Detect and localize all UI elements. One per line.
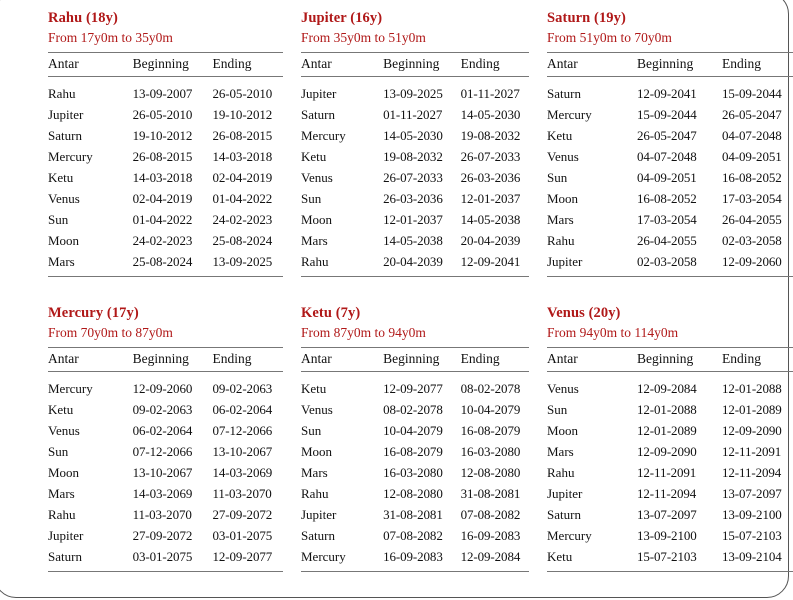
ending-date-cell: 12-09-2090 <box>722 423 782 438</box>
ending-date-cell: 19-10-2012 <box>212 107 273 122</box>
dasha-range: From 70y0m to 87y0m <box>48 325 173 340</box>
table-row <box>301 210 529 231</box>
table-row <box>547 505 793 526</box>
table-header-row <box>48 53 283 77</box>
antar-lord-cell: Mars <box>301 465 328 480</box>
antardasha-table <box>301 347 529 572</box>
column-header-beginning: Beginning <box>133 348 213 372</box>
beginning-date-cell: 12-01-2089 <box>637 423 697 438</box>
beginning-date-cell: 11-03-2070 <box>132 507 192 522</box>
ending-date-cell: 12-11-2094 <box>722 465 782 480</box>
column-header-beginning: Beginning <box>637 348 722 372</box>
ending-date-cell: 12-09-2041 <box>461 252 529 277</box>
dasha-range: From 51y0m to 70y0m <box>547 30 672 45</box>
table-row <box>547 400 793 421</box>
antardasha-table <box>547 52 793 277</box>
table-row <box>48 526 283 547</box>
antar-lord-cell: Venus <box>547 149 579 164</box>
table-row <box>48 547 283 572</box>
ending-date-cell: 12-01-2088 <box>722 381 782 396</box>
table-row <box>48 105 283 126</box>
beginning-date-cell: 02-03-2058 <box>637 252 722 277</box>
beginning-date-cell: 13-09-2007 <box>132 86 193 101</box>
column-header-antar: Antar <box>547 53 637 77</box>
beginning-date-cell: 14-03-2069 <box>132 486 193 501</box>
antar-lord-cell: Moon <box>547 191 579 206</box>
ending-date-cell: 14-05-2038 <box>460 212 521 227</box>
dasha-title: Saturn (19y) <box>547 10 626 26</box>
table-row <box>301 105 529 126</box>
beginning-date-cell: 26-03-2036 <box>383 191 443 206</box>
column-header-ending: Ending <box>722 53 793 77</box>
beginning-date-cell: 12-11-2094 <box>637 486 697 501</box>
antar-lord-cell: Mercury <box>301 547 383 572</box>
beginning-date-cell: 10-04-2079 <box>383 423 443 438</box>
ending-date-cell: 26-07-2033 <box>460 149 521 164</box>
ending-date-cell: 13-09-2104 <box>722 547 793 572</box>
table-row <box>301 526 529 547</box>
beginning-date-cell: 26-05-2047 <box>637 128 697 143</box>
antar-lord-cell: Jupiter <box>547 486 583 501</box>
table-row <box>48 210 283 231</box>
beginning-date-cell: 12-09-2090 <box>637 444 697 459</box>
beginning-date-cell: 12-08-2080 <box>383 486 443 501</box>
dasha-block <box>547 10 793 305</box>
table-row <box>547 252 793 277</box>
beginning-date-cell: 26-04-2055 <box>637 233 697 248</box>
table-row <box>48 147 283 168</box>
column-header-ending: Ending <box>461 348 529 372</box>
antar-lord-cell: Venus <box>547 381 579 396</box>
ending-date-cell: 14-03-2069 <box>212 465 273 480</box>
table-row <box>301 463 529 484</box>
ending-date-cell: 03-01-2075 <box>212 528 273 543</box>
table-row <box>547 189 793 210</box>
ending-date-cell: 26-05-2047 <box>722 107 782 122</box>
table-row <box>547 126 793 147</box>
beginning-date-cell: 12-01-2037 <box>383 212 443 227</box>
table-row <box>547 231 793 252</box>
column-header-antar: Antar <box>301 53 383 77</box>
ending-date-cell: 15-09-2044 <box>722 86 782 101</box>
ending-date-cell: 26-05-2010 <box>212 86 273 101</box>
ending-date-cell: 02-03-2058 <box>722 233 782 248</box>
beginning-date-cell: 19-10-2012 <box>132 128 193 143</box>
table-row <box>301 231 529 252</box>
ending-date-cell: 13-09-2100 <box>722 507 782 522</box>
ending-date-cell: 31-08-2081 <box>460 486 521 501</box>
ending-date-cell: 25-08-2024 <box>212 233 273 248</box>
table-row <box>547 421 793 442</box>
ending-date-cell: 14-03-2018 <box>212 149 273 164</box>
table-row <box>301 484 529 505</box>
ending-date-cell: 13-07-2097 <box>722 486 782 501</box>
ending-date-cell: 15-07-2103 <box>722 528 782 543</box>
beginning-date-cell: 13-10-2067 <box>132 465 193 480</box>
antardasha-table <box>48 52 283 277</box>
table-header-row <box>547 53 793 77</box>
table-row <box>547 105 793 126</box>
antar-lord-cell: Moon <box>547 423 579 438</box>
column-header-antar: Antar <box>301 348 383 372</box>
ending-date-cell: 12-09-2060 <box>722 252 793 277</box>
antar-lord-cell: Saturn <box>301 107 335 122</box>
antar-lord-cell: Rahu <box>301 252 383 277</box>
antar-lord-cell: Rahu <box>48 86 76 101</box>
ending-date-cell: 13-10-2067 <box>212 444 273 459</box>
beginning-date-cell: 26-05-2010 <box>132 107 193 122</box>
antar-lord-cell: Mars <box>48 252 133 277</box>
ending-date-cell: 09-02-2063 <box>212 381 273 396</box>
table-row <box>301 421 529 442</box>
ending-date-cell: 12-11-2091 <box>722 444 782 459</box>
beginning-date-cell: 13-07-2097 <box>637 507 697 522</box>
table-row <box>48 189 283 210</box>
beginning-date-cell: 24-02-2023 <box>132 233 193 248</box>
table-row <box>48 126 283 147</box>
beginning-date-cell: 12-09-2060 <box>132 381 193 396</box>
column-header-beginning: Beginning <box>383 53 461 77</box>
antar-lord-cell: Venus <box>48 191 80 206</box>
antardasha-table <box>301 52 529 277</box>
table-header-row <box>301 348 529 372</box>
beginning-date-cell: 02-04-2019 <box>132 191 193 206</box>
antar-lord-cell: Jupiter <box>301 86 337 101</box>
beginning-date-cell: 16-03-2080 <box>383 465 443 480</box>
dasha-title: Rahu (18y) <box>48 10 118 26</box>
table-row <box>547 77 793 105</box>
beginning-date-cell: 31-08-2081 <box>383 507 443 522</box>
antar-lord-cell: Mercury <box>48 149 93 164</box>
beginning-date-cell: 01-04-2022 <box>132 212 193 227</box>
antar-lord-cell: Sun <box>48 444 69 459</box>
dasha-range: From 35y0m to 51y0m <box>301 30 426 45</box>
beginning-date-cell: 12-01-2088 <box>637 402 697 417</box>
antar-lord-cell: Ketu <box>301 381 327 396</box>
table-row <box>547 168 793 189</box>
antar-lord-cell: Moon <box>48 465 80 480</box>
table-row <box>547 526 793 547</box>
ending-date-cell: 02-04-2019 <box>212 170 273 185</box>
antar-lord-cell: Mars <box>301 233 328 248</box>
dasha-block <box>547 305 793 600</box>
dasha-block <box>48 10 283 305</box>
table-row <box>48 252 283 277</box>
ending-date-cell: 12-09-2084 <box>461 547 529 572</box>
dasha-range: From 87y0m to 94y0m <box>301 325 426 340</box>
antar-lord-cell: Moon <box>301 212 333 227</box>
antar-lord-cell: Moon <box>301 444 333 459</box>
antar-lord-cell: Saturn <box>301 528 335 543</box>
beginning-date-cell: 01-11-2027 <box>383 107 443 122</box>
beginning-date-cell: 12-09-2084 <box>637 381 697 396</box>
ending-date-cell: 07-08-2082 <box>460 507 521 522</box>
dasha-block <box>48 305 283 600</box>
ending-date-cell: 16-03-2080 <box>460 444 521 459</box>
antar-lord-cell: Jupiter <box>301 507 337 522</box>
antar-lord-cell: Sun <box>547 170 568 185</box>
table-row <box>48 77 283 105</box>
ending-date-cell: 24-02-2023 <box>212 212 273 227</box>
ending-date-cell: 04-07-2048 <box>722 128 782 143</box>
ending-date-cell: 26-03-2036 <box>460 170 521 185</box>
antar-lord-cell: Rahu <box>48 507 76 522</box>
table-row <box>547 484 793 505</box>
ending-date-cell: 17-03-2054 <box>722 191 782 206</box>
dasha-block <box>301 305 529 600</box>
beginning-date-cell: 17-03-2054 <box>637 212 697 227</box>
ending-date-cell: 16-09-2083 <box>460 528 521 543</box>
dasha-range: From 17y0m to 35y0m <box>48 30 173 45</box>
column-header-ending: Ending <box>212 53 283 77</box>
beginning-date-cell: 16-08-2052 <box>637 191 697 206</box>
table-row <box>301 252 529 277</box>
antar-lord-cell: Jupiter <box>48 528 84 543</box>
ending-date-cell: 12-09-2077 <box>212 547 283 572</box>
beginning-date-cell: 06-02-2064 <box>132 423 193 438</box>
antar-lord-cell: Rahu <box>301 486 329 501</box>
antar-lord-cell: Rahu <box>547 233 575 248</box>
ending-date-cell: 01-11-2027 <box>460 86 520 101</box>
ending-date-cell: 07-12-2066 <box>212 423 273 438</box>
antar-lord-cell: Jupiter <box>547 252 637 277</box>
dasha-title: Venus (20y) <box>547 305 621 321</box>
column-header-ending: Ending <box>722 348 793 372</box>
beginning-date-cell: 19-08-2032 <box>383 149 443 164</box>
antardasha-table <box>48 347 283 572</box>
column-header-antar: Antar <box>48 53 133 77</box>
ending-date-cell: 20-04-2039 <box>460 233 521 248</box>
antar-lord-cell: Ketu <box>48 402 74 417</box>
antar-lord-cell: Saturn <box>547 507 581 522</box>
table-row <box>48 505 283 526</box>
dasha-title: Mercury (17y) <box>48 305 139 321</box>
beginning-date-cell: 26-08-2015 <box>132 149 193 164</box>
antar-lord-cell: Venus <box>301 402 333 417</box>
ending-date-cell: 08-02-2078 <box>460 381 521 396</box>
column-header-beginning: Beginning <box>383 348 461 372</box>
ending-date-cell: 26-08-2015 <box>212 128 273 143</box>
antar-lord-cell: Sun <box>547 402 568 417</box>
beginning-date-cell: 04-09-2051 <box>637 170 697 185</box>
ending-date-cell: 16-08-2079 <box>460 423 521 438</box>
table-row <box>48 484 283 505</box>
beginning-date-cell: 27-09-2072 <box>132 528 193 543</box>
table-row <box>48 400 283 421</box>
antar-lord-cell: Rahu <box>547 465 575 480</box>
ending-date-cell: 26-04-2055 <box>722 212 782 227</box>
ending-date-cell: 16-08-2052 <box>722 170 782 185</box>
table-row <box>48 168 283 189</box>
dasha-title: Jupiter (16y) <box>301 10 383 26</box>
ending-date-cell: 12-01-2089 <box>722 402 782 417</box>
beginning-date-cell: 12-09-2041 <box>637 86 697 101</box>
beginning-date-cell: 15-07-2103 <box>637 547 722 572</box>
antar-lord-cell: Sun <box>301 191 322 206</box>
table-row <box>48 442 283 463</box>
table-row <box>301 168 529 189</box>
table-row <box>547 210 793 231</box>
ending-date-cell: 12-08-2080 <box>460 465 521 480</box>
antar-lord-cell: Saturn <box>48 128 82 143</box>
table-header-row <box>48 348 283 372</box>
ending-date-cell: 06-02-2064 <box>212 402 273 417</box>
antar-lord-cell: Moon <box>48 233 80 248</box>
dasha-block <box>301 10 529 305</box>
beginning-date-cell: 15-09-2044 <box>637 107 697 122</box>
antar-lord-cell: Venus <box>301 170 333 185</box>
ending-date-cell: 04-09-2051 <box>722 149 782 164</box>
column-header-antar: Antar <box>547 348 637 372</box>
beginning-date-cell: 14-03-2018 <box>132 170 193 185</box>
table-row <box>547 147 793 168</box>
table-row <box>547 442 793 463</box>
beginning-date-cell: 07-12-2066 <box>132 444 193 459</box>
antar-lord-cell: Mercury <box>48 381 93 396</box>
antar-lord-cell: Mercury <box>547 107 592 122</box>
antar-lord-cell: Ketu <box>48 170 74 185</box>
beginning-date-cell: 16-08-2079 <box>383 444 443 459</box>
table-row <box>301 372 529 400</box>
table-row <box>301 77 529 105</box>
table-row <box>547 547 793 572</box>
table-row <box>48 421 283 442</box>
column-header-antar: Antar <box>48 348 133 372</box>
ending-date-cell: 13-09-2025 <box>212 252 283 277</box>
antar-lord-cell: Mars <box>48 486 75 501</box>
table-row <box>301 147 529 168</box>
column-header-beginning: Beginning <box>133 53 213 77</box>
antar-lord-cell: Sun <box>48 212 69 227</box>
beginning-date-cell: 04-07-2048 <box>637 149 697 164</box>
ending-date-cell: 01-04-2022 <box>212 191 273 206</box>
antar-lord-cell: Mercury <box>547 528 592 543</box>
antar-lord-cell: Saturn <box>547 86 581 101</box>
beginning-date-cell: 16-09-2083 <box>383 547 461 572</box>
table-row <box>48 231 283 252</box>
table-row <box>301 547 529 572</box>
table-row <box>301 505 529 526</box>
beginning-date-cell: 12-09-2077 <box>383 381 443 396</box>
table-header-row <box>301 53 529 77</box>
antardasha-table <box>547 347 793 572</box>
dasha-range: From 94y0m to 114y0m <box>547 325 679 340</box>
antar-lord-cell: Jupiter <box>48 107 84 122</box>
dasha-grid <box>48 0 793 600</box>
ending-date-cell: 27-09-2072 <box>212 507 273 522</box>
beginning-date-cell: 13-09-2100 <box>637 528 697 543</box>
antar-lord-cell: Mars <box>547 444 574 459</box>
beginning-date-cell: 03-01-2075 <box>133 547 213 572</box>
table-row <box>301 126 529 147</box>
table-row <box>301 189 529 210</box>
antar-lord-cell: Saturn <box>48 547 133 572</box>
beginning-date-cell: 08-02-2078 <box>383 402 443 417</box>
table-row <box>301 442 529 463</box>
table-row <box>547 372 793 400</box>
table-row <box>547 463 793 484</box>
table-header-row <box>547 348 793 372</box>
antar-lord-cell: Venus <box>48 423 80 438</box>
ending-date-cell: 19-08-2032 <box>460 128 521 143</box>
table-row <box>48 372 283 400</box>
beginning-date-cell: 09-02-2063 <box>132 402 193 417</box>
beginning-date-cell: 07-08-2082 <box>383 528 443 543</box>
beginning-date-cell: 26-07-2033 <box>383 170 443 185</box>
ending-date-cell: 12-01-2037 <box>460 191 521 206</box>
antar-lord-cell: Ketu <box>547 128 573 143</box>
antar-lord-cell: Ketu <box>547 547 637 572</box>
beginning-date-cell: 14-05-2030 <box>383 128 443 143</box>
column-header-ending: Ending <box>461 53 529 77</box>
ending-date-cell: 11-03-2070 <box>212 486 272 501</box>
ending-date-cell: 14-05-2030 <box>460 107 521 122</box>
antar-lord-cell: Ketu <box>301 149 327 164</box>
antar-lord-cell: Sun <box>301 423 322 438</box>
table-row <box>301 400 529 421</box>
dasha-title: Ketu (7y) <box>301 305 361 321</box>
beginning-date-cell: 25-08-2024 <box>133 252 213 277</box>
column-header-beginning: Beginning <box>637 53 722 77</box>
beginning-date-cell: 12-11-2091 <box>637 465 697 480</box>
beginning-date-cell: 14-05-2038 <box>383 233 443 248</box>
table-row <box>48 463 283 484</box>
antar-lord-cell: Mars <box>547 212 574 227</box>
ending-date-cell: 10-04-2079 <box>460 402 521 417</box>
antar-lord-cell: Mercury <box>301 128 346 143</box>
column-header-ending: Ending <box>212 348 283 372</box>
beginning-date-cell: 13-09-2025 <box>383 86 443 101</box>
beginning-date-cell: 20-04-2039 <box>383 252 461 277</box>
